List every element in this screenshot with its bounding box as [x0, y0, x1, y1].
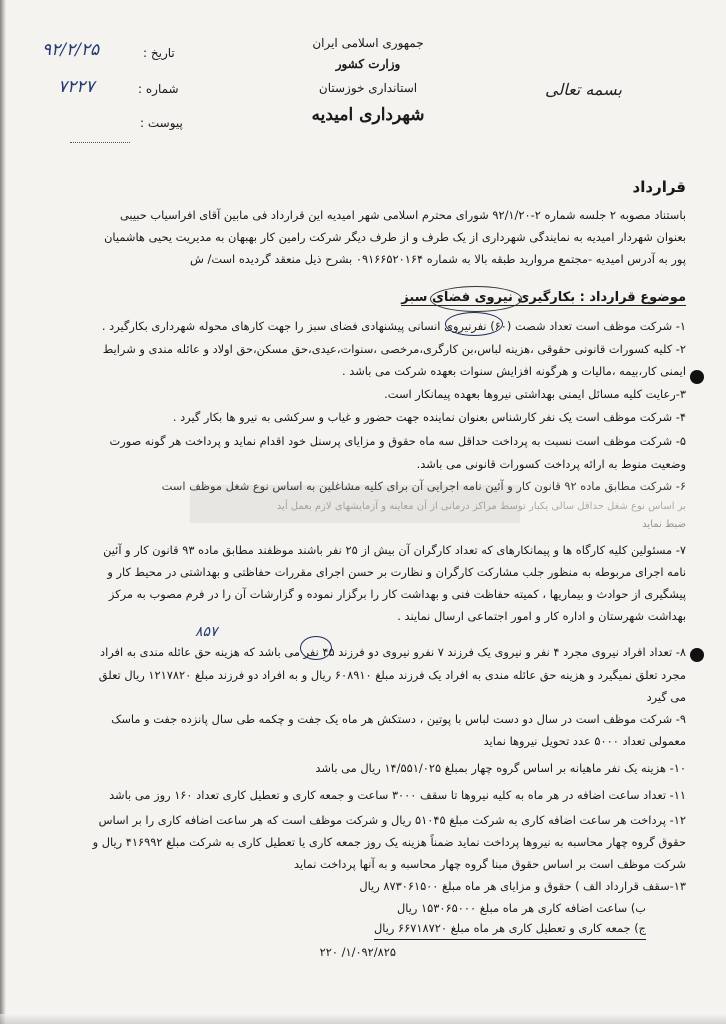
contract-grand-total: ۱/۰۹۲/۸۲۵/ ۲۲۰ [319, 945, 396, 959]
number-label: شماره : [138, 82, 179, 96]
intro-line: پور به آدرس امیدیه -مجتمع مروارید طبقه بالا به شماره ۰۹۱۶۶۵۲۰۱۶۴ بشرح ذیل منعقد گردیده است/ ش [189, 252, 686, 266]
clause-line: وضعیت منوط به ارائه پرداخت کسورات قانونی می باشد. [416, 457, 686, 471]
pen-circle-mark [300, 636, 332, 660]
pen-circle-mark [430, 286, 522, 312]
clause-line: پیشگیری از حوادث و بیماریها ، کمیته حفاظت فنی و بهداشت کار را برگزار نموده و گزارشات آن را در فرم مصوب به مرکز [108, 587, 686, 601]
clause-line: می گیرد [646, 690, 686, 704]
clause-line: ۳-رعایت کلیه مسائل ایمنی بهداشتی نیروها بعهده پیمانکار است. [384, 387, 686, 401]
contract-subject: موضوع قرارداد : بکارگیری نیروی فضای سبز [401, 290, 686, 305]
contract-title: قرارداد [632, 178, 686, 196]
pen-circle-mark [445, 312, 503, 336]
clause-line: ۱۳-سقف قرارداد الف ) حقوق و مزایای هر ماه مبلغ ۸۷۳۰۶۱۵۰۰ ریال [359, 879, 686, 893]
clause-line: ۷- مسئولین کلیه کارگاه ها و پیمانکارهای که تعداد کارگران آن بیش از ۲۵ نفر باشند موظفند مطابق ماده ۹۳ قانون کار و آئین [103, 543, 686, 557]
clause-line: نامه اجرای مربوطه به منظور جلب مشارکت کارگران و نظارت بر حسن اجرای مقررات حفاظتی و بهداشتی در محیط کار و [107, 565, 686, 579]
header-ministry: وزارت کشور [335, 57, 401, 71]
clause-line: ۱۱- تعداد ساعت اضافه در هر ماه به کلیه نیروها تا سقف ۳۰۰۰ ساعت و جمعه کاری و تعطیل کاری تعداد ۱۶۰ روز می باشد [109, 788, 686, 802]
clause-line: بر اساس نوع شغل حداقل سالی یکبار توسط مراکز درمانی از آن معاینه و آزمایشهای لازم بعمل آید [276, 501, 686, 512]
date-label: تاریخ : [143, 46, 175, 60]
header-governorate: استانداری خوزستان [318, 81, 418, 95]
clause-line: ۹- شرکت موظف است در سال دو دست لباس با پوتین ، دستکش هر ماه یک جفت و چکمه طی سال پانزده جفت و ماسک [111, 712, 686, 726]
clause-line: شرکت موظف است بر اساس حقوق مبنا گروه چهار محاسبه و به آنها پرداخت نماید [294, 857, 686, 871]
clause-total-line: ج) جمعه کاری و تعطیل کاری هر ماه مبلغ ۶۶۷۱۸۷۲۰ ریال [374, 918, 646, 940]
header-municipality: شهرداری امیدیه [311, 105, 425, 125]
clause-line: حقوق گروه چهار محاسبه به نیروها پرداخت نماید ضمناً هزینه یک روز جمعه کاری یا تعطیل کاری به شرکت مبلغ ۴۱۶۹۹۲ ریال و [92, 835, 686, 849]
date-value: ۹۲/۲/۲۵ [42, 40, 100, 60]
hole-punch [690, 648, 704, 662]
clause-line: ۱۰- هزینه یک نفر ماهیانه بر اساس گروه چهار بمبلغ ۱۴/۵۵۱/۰۲۵ ریال می باشد [315, 761, 686, 775]
clause-line: مجرد تعلق نمیگیرد و هزینه حق عائله مندی به افراد یک فرزند مبلغ ۶۰۸۹۱۰ ریال و به افراد دو فرزند مبلغ ۱۲۱۷۸۲۰ ریال تعلق [98, 668, 686, 682]
clause-line: ۸- تعداد افراد نیروی مجرد ۴ نفر و نیروی یک فرزند ۷ نفرو نیروی دو فرزند ۴۵ نفر می باشد که هزینه حق عائله مندی به افراد [100, 645, 686, 659]
hole-punch [690, 370, 704, 384]
handwritten-note: ۸۵۷ [195, 624, 218, 640]
clause-line: ۴- شرکت موظف است یک نفر کارشناس بعنوان نماینده جهت حضور و غیاب و سرکشی به نیرو ها بکار گیرد . [172, 410, 686, 424]
header-republic: جمهوری اسلامی ایران [312, 36, 424, 50]
attachment-label: پیوست : [140, 116, 183, 130]
clause-line: ۶- شرکت مطابق ماده ۹۲ قانون کار و آئین نامه اجرایی آن برای کلیه مشاغلین به اساس نوع شغل موظف است [161, 479, 686, 493]
intro-line: بعنوان شهردار امیدیه به نمایندگی شهرداری از یک طرف و از طرف دیگر شرکت رامین کار بهبهان به مدیریت یحیی هاشمیان [104, 230, 686, 244]
clause-line: ۱۲- پرداخت هر ساعت اضافه کاری به شرکت مبلغ ۵۱۰۴۵ ریال و شرکت موظف است که هر ساعت اضافه کاری را بر اساس [98, 813, 686, 827]
clause-line: ۵- شرکت موظف است نسبت به پرداخت حداقل سه ماه حقوق و مزایای پرسنل خود اقدام نماید و پرداخت هر گونه صورت [109, 434, 686, 448]
attachment-line [70, 128, 130, 147]
clause-line: ۱- شرکت موظف است تعداد شصت (۶۰) نفرنیروی انسانی پیشنهادی فضای سبز را جهت کارهای محوله شهرداری بکارگیرد . [101, 319, 686, 333]
scan-edge-left [0, 0, 6, 1024]
clause-line: ایمنی کار،بیمه ،مالیات و هرگونه افزایش سنوات بعهده شرکت می باشد . [342, 364, 686, 378]
basmala: بسمه تعالی [545, 80, 622, 99]
clause-line: ب) ساعت اضافه کاری هر ماه مبلغ ۱۵۳۰۶۵۰۰۰ ریال [397, 901, 646, 915]
clause-line: ضبط نماید [642, 519, 686, 530]
intro-line: باستناد مصوبه ۲ جلسه شماره ۲-۹۲/۱/۲۰ شورای محترم اسلامی شهر امیدیه این قرارداد فی مابین آقای افراسیاب حبیبی [119, 208, 686, 222]
clause-line: ۲- کلیه کسورات قانونی حقوقی ،هزینه لباس،بن کارگری،مرخصی ،سنوات،عیدی،حق مسکن،حق اولاد و عائله مندی و شرایط [102, 342, 686, 356]
number-value: ۷۲۲۷ [58, 77, 95, 97]
scan-edge-bottom [0, 1014, 726, 1024]
clause-line: بهداشت شهرستان و اداره کار و امور اجتماعی ارسال نمایند . [397, 609, 686, 623]
clause-line: معمولی تعداد ۵۰۰۰ عدد تحویل نیروها نماید [483, 734, 686, 748]
